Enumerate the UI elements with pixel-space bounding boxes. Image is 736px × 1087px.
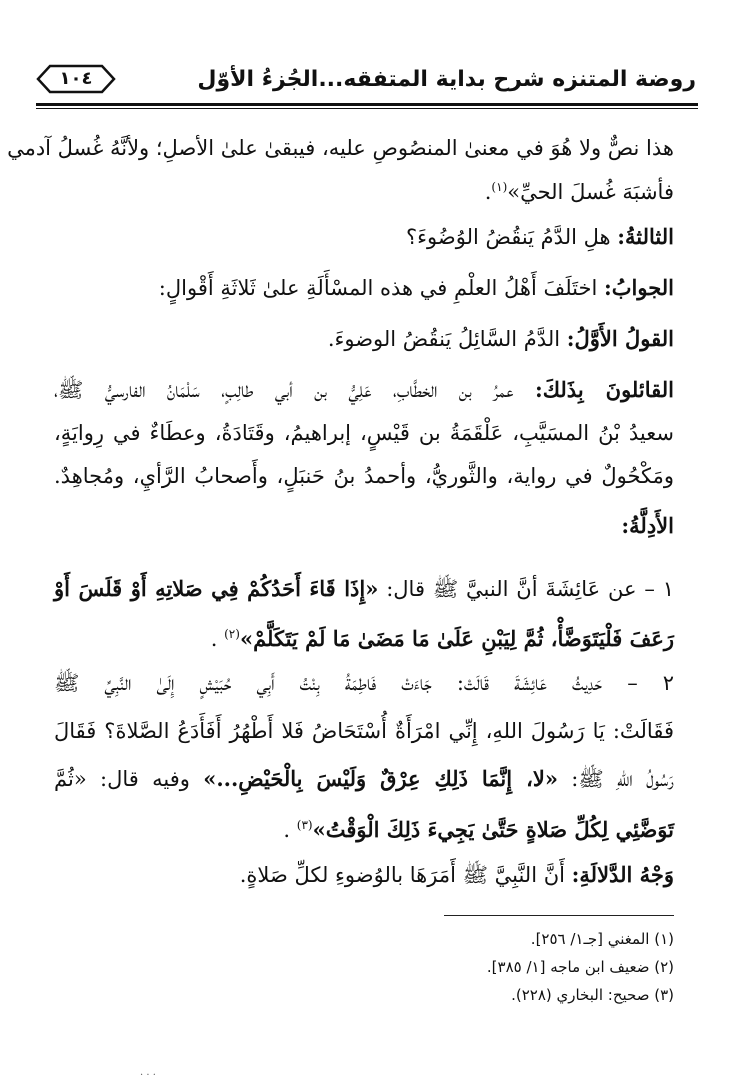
evidence-1-line <box>54 574 674 604</box>
evidence-2-line <box>54 716 674 746</box>
hadith-quote: «لا، إِنَّمَا ذَلِكِ عِرْقٌ وَلَيْسَ بِالْحَيْضِ...» <box>203 766 558 791</box>
proof-text: أَنَّ النَّبِيَّ ﷺ أَمَرَهَا بالوُضوءِ لكلِّ صَلاةٍ. <box>239 863 565 887</box>
footnote-ref: (٣) <box>296 818 313 832</box>
holders-line <box>54 375 674 405</box>
hadith-quote: تَوَضَّئِي لِكُلِّ صَلاةٍ حَتَّىٰ يَجِيءَ ذَلِكَ الْوَقْتُ» <box>312 817 674 842</box>
text-line <box>7 133 674 163</box>
question-text: هلِ الدَّمُ يَنقُضُ الوُضُوءَ؟ <box>406 225 611 249</box>
evidence-text: فَقَالَتْ: يَا رَسُولَ اللهِ، إِنِّي امْرَأَةٌ أُسْتَحَاضُ فَلا أَطْهُرُ أَفَأَدَعُ الصَّلاةَ؟ فَقَالَ <box>54 719 674 743</box>
text-span: فأشبَهَ غُسلَ الحيِّ» <box>507 180 674 204</box>
page-header <box>36 60 696 98</box>
footnote-ref: (٢) <box>224 627 240 641</box>
running-title: روضة المتنزه شرح بداية المتفقه...الجُزءُ الأوّل <box>197 66 696 92</box>
answer-text: اختَلَفَ أَهْلُ العلْمِ في هذه المسْأَلَةِ علىٰ ثَلاثَةِ أَقْوالٍ: <box>158 276 598 300</box>
answer-label: الجوابُ: <box>604 275 674 300</box>
evidence-text: رَسُولُ اللهِ ﷺ: <box>571 767 674 791</box>
evidence-text: ١ – عن عَائِشَةَ أنَّ النبيَّ ﷺ قال: <box>386 577 674 601</box>
footnote: (٢) ضعيف ابن ماجه [١/ ٣٨٥]. <box>486 958 674 976</box>
first-opinion-line <box>54 324 674 354</box>
answer-line <box>54 273 674 303</box>
text-line <box>54 172 674 207</box>
evidence-2-line <box>54 764 674 794</box>
evidence-text: وفيه قال: «ثُمَّ <box>54 767 190 791</box>
holders-label: القائلونَ بِذَلكَ: <box>534 377 674 402</box>
evidence-heading <box>54 511 674 541</box>
page-number: ١٠٤ <box>59 68 93 89</box>
proof-label: وَجْهُ الدَّلالَةِ: <box>571 862 674 887</box>
holders-line <box>54 418 674 448</box>
evidence-text: ٢ – حَدِيثُ عَائِشَةَ قَالَتْ: جَاءَتْ فَاطِمَةُ بِنْتُ أَبِي حُبَيْشٍ إِلَىٰ النَّبِيِّ ﷺ <box>54 671 674 695</box>
header-rule <box>36 103 698 106</box>
hadith-quote: رَعَفَ فَلْيَتَوَضَّأْ، ثُمَّ لِيَبْنِ عَلَىٰ مَا مَضَىٰ مَا لَمْ يَتَكَلَّمْ» <box>239 626 674 651</box>
scan-speck: · · · <box>140 1070 156 1081</box>
page-number-badge <box>36 64 116 94</box>
question-label: الثالثةُ: <box>617 224 674 249</box>
text-span: . <box>484 180 492 204</box>
opinion-label: القولُ الأَوَّلُ: <box>566 326 674 351</box>
holders-text: عمرُ بن الخطَّابِ، عَلِيُّ بن أبي طالِبٍ، سَلْمَانُ الفارسيُّ ﷺ، <box>54 378 514 402</box>
header-rule-thin <box>36 108 698 109</box>
evidence-2-line <box>54 668 674 698</box>
footnote-separator <box>444 915 674 916</box>
question-line <box>54 222 674 252</box>
holders-line <box>54 461 674 491</box>
evidence-2-line: تَوَضَّئِي لِكُلِّ صَلاةٍ حَتَّىٰ يَجِيءَ ذَلِكَ الْوَقْتُ»$^{(٣)}$ . <box>283 817 674 842</box>
proof-line <box>54 860 674 890</box>
footnote-ref: (١) <box>491 180 508 194</box>
evidence-1-line: رَعَفَ فَلْيَتَوَضَّأْ، ثُمَّ لِيَبْنِ عَلَىٰ مَا مَضَىٰ مَا لَمْ يَتَكَلَّمْ»$^{(٢)}$ . <box>210 626 674 651</box>
footnote: (١) المغني [جـ١/ ٢٥٦]. <box>530 930 674 948</box>
opinion-text: الدَّمُ السَّائِلُ يَنقُضُ الوضوءَ. <box>327 327 561 351</box>
footnote: (٣) صحيح: البخاري (٢٢٨). <box>511 986 674 1004</box>
text-span: هذا نصٌّ ولا هُوَ في معنىٰ المنصُوصِ عليه، فيبقىٰ علىٰ الأصلِ؛ ولأنَّهُ غُسلُ آدمي <box>7 136 674 160</box>
holders-text: سعيدُ بْنُ المسَيَّبِ، عَلْقَمَةُ بن قَيْسٍ، إبراهيمُ، وقَتَادَةُ، وعطَاءٌ في رِوايَةٍ، <box>54 421 674 445</box>
holders-text: ومَكْحُولٌ في رواية، والثَّوريُّ، وأحمدُ بنُ حَنبَلٍ، وأَصحابُ الرَّأيِ، ومُجاهِدٌ. <box>54 464 674 488</box>
evidence-heading-text: الأَدِلَّةُ: <box>621 513 674 538</box>
hadith-quote: «إِذَا قَاءَ أَحَدُكُمْ فِي صَلاتِهِ أَوْ قَلَسَ أَوْ <box>54 576 379 601</box>
